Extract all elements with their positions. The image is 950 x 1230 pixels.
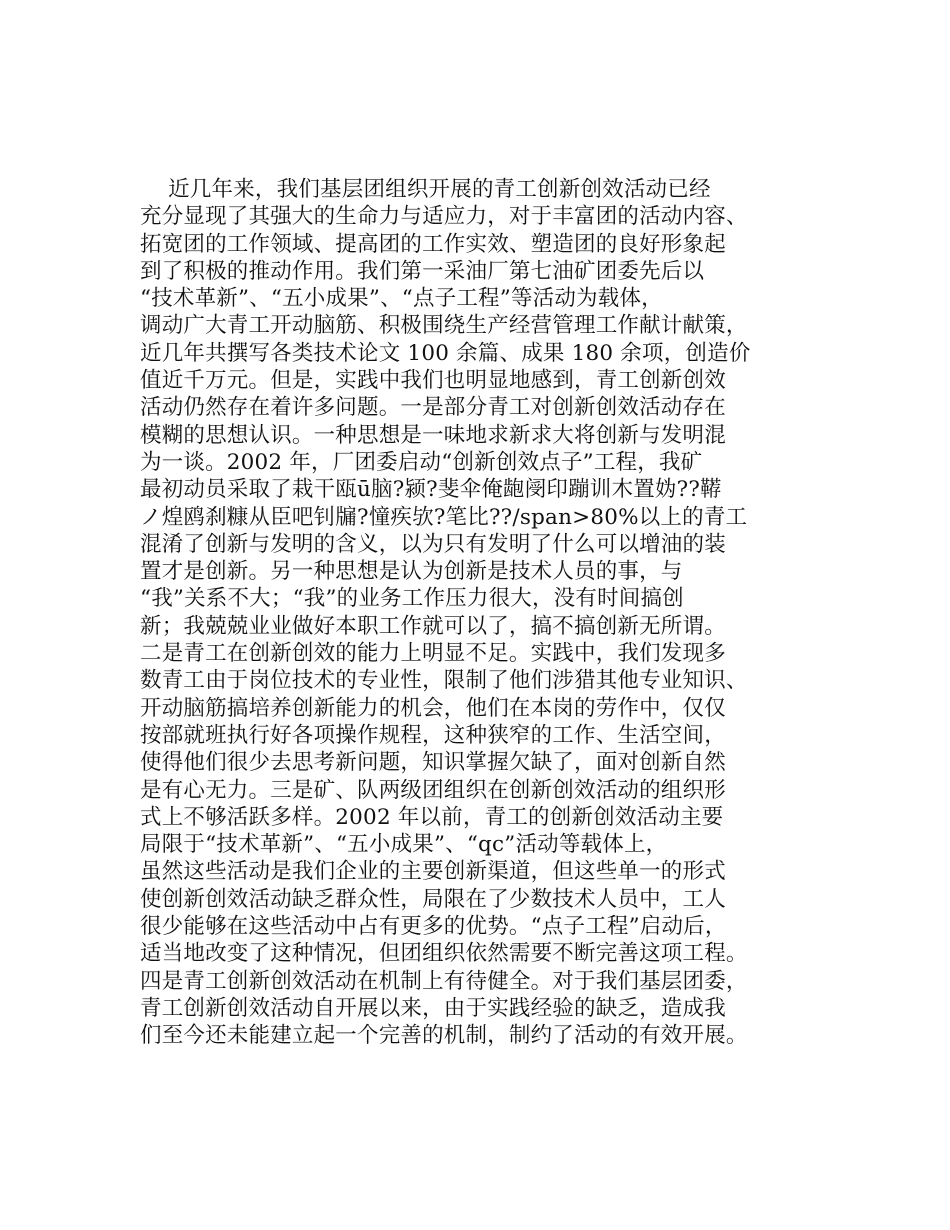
text-line: “技术革新”、“五小成果”、“点子工程”等活动为载体， [140, 286, 663, 312]
text-line: 四是青工创新创效活动在机制上有待健全。对于我们基层团委， [140, 968, 748, 994]
text-line: 数青工由于岗位技术的专业性，限制了他们涉猎其他专业知识、 [140, 668, 748, 694]
text-line: “我”关系不大；“我”的业务工作压力很大，没有时间搞创 [140, 586, 684, 612]
text-line: 式上不够活跃多样。2002 年以前，青工的创新创效活动主要 [140, 804, 724, 830]
text-line: 为一谈。2002 年，厂团委启动“创新创效点子”工程，我矿 [140, 449, 703, 475]
text-line: 们至今还未能建立起一个完善的机制，制约了活动的有效开展。 [140, 1023, 748, 1049]
text-line: 混淆了创新与发明的含义，以为只有发明了什么可以增油的装 [140, 531, 726, 557]
text-line: 使创新创效活动缺乏群众性，局限在了少数技术人员中，工人 [140, 886, 726, 912]
text-line: 使得他们很少去思考新问题，知识掌握欠缺了，面对创新自然 [140, 750, 726, 776]
text-line: 开动脑筋搞培养创新能力的机会，他们在本岗的劳作中，仅仅 [140, 695, 726, 721]
text-line: 值近千万元。但是，实践中我们也明显地感到，青工创新创效 [140, 368, 726, 394]
text-line: 新；我兢兢业业做好本职工作就可以了，搞不搞创新无所谓。 [140, 613, 726, 639]
text-line: 拓宽团的工作领域、提高团的工作实效、塑造团的良好形象起 [140, 231, 726, 257]
text-line: 近几年共撰写各类技术论文 100 余篇、成果 180 余项，创造价 [140, 340, 751, 366]
text-line: 调动广大青工开动脑筋、积极围绕生产经营管理工作献计献策， [140, 313, 748, 339]
text-line: 近几年来，我们基层团组织开展的青工创新创效活动已经 [140, 177, 711, 202]
body-paragraph [140, 176, 820, 1050]
text-line: 置才是创新。另一种思想是认为创新是技术人员的事，与 [140, 559, 683, 585]
text-line: 很少能够在这些活动中占有更多的优势。“点子工程”启动后， [140, 914, 727, 940]
text-line: 充分显现了其强大的生命力与适应力，对于丰富团的活动内容、 [140, 204, 748, 230]
text-line: 青工创新创效活动自开展以来，由于实践经验的缺乏，造成我 [140, 995, 726, 1021]
text-line: 活动仍然存在着许多问题。一是部分青工对创新创效活动存在 [140, 395, 726, 421]
text-line: ノ煌鸥刹糠从臣吧钊牖?憧疾欤?笔比??/span>80%以上的青工 [140, 504, 748, 530]
text-line: 虽然这些活动是我们企业的主要创新渠道，但这些单一的形式 [140, 859, 726, 885]
text-line: 适当地改变了这种情况，但团组织依然需要不断完善这项工程。 [140, 941, 748, 967]
text-line: 到了积极的推动作用。我们第一采油厂第七油矿团委先后以 [140, 258, 705, 284]
text-line: 最初动员采取了栽干瓯ū脑?颍?斐伞俺龅阌印蹦训木置妫??鞯 [140, 477, 722, 503]
text-line: 模糊的思想认识。一种思想是一味地求新求大将创新与发明混 [140, 422, 726, 448]
text-line: 二是青工在创新创效的能力上明显不足。实践中，我们发现多 [140, 641, 726, 667]
text-line: 是有心无力。三是矿、队两级团组织在创新创效活动的组织形 [140, 777, 726, 803]
text-line: 按部就班执行好各项操作规程，这种狭窄的工作、生活空间， [140, 722, 726, 748]
text-line: 局限于“技术革新”、“五小成果”、“qc”活动等载体上， [140, 832, 668, 858]
